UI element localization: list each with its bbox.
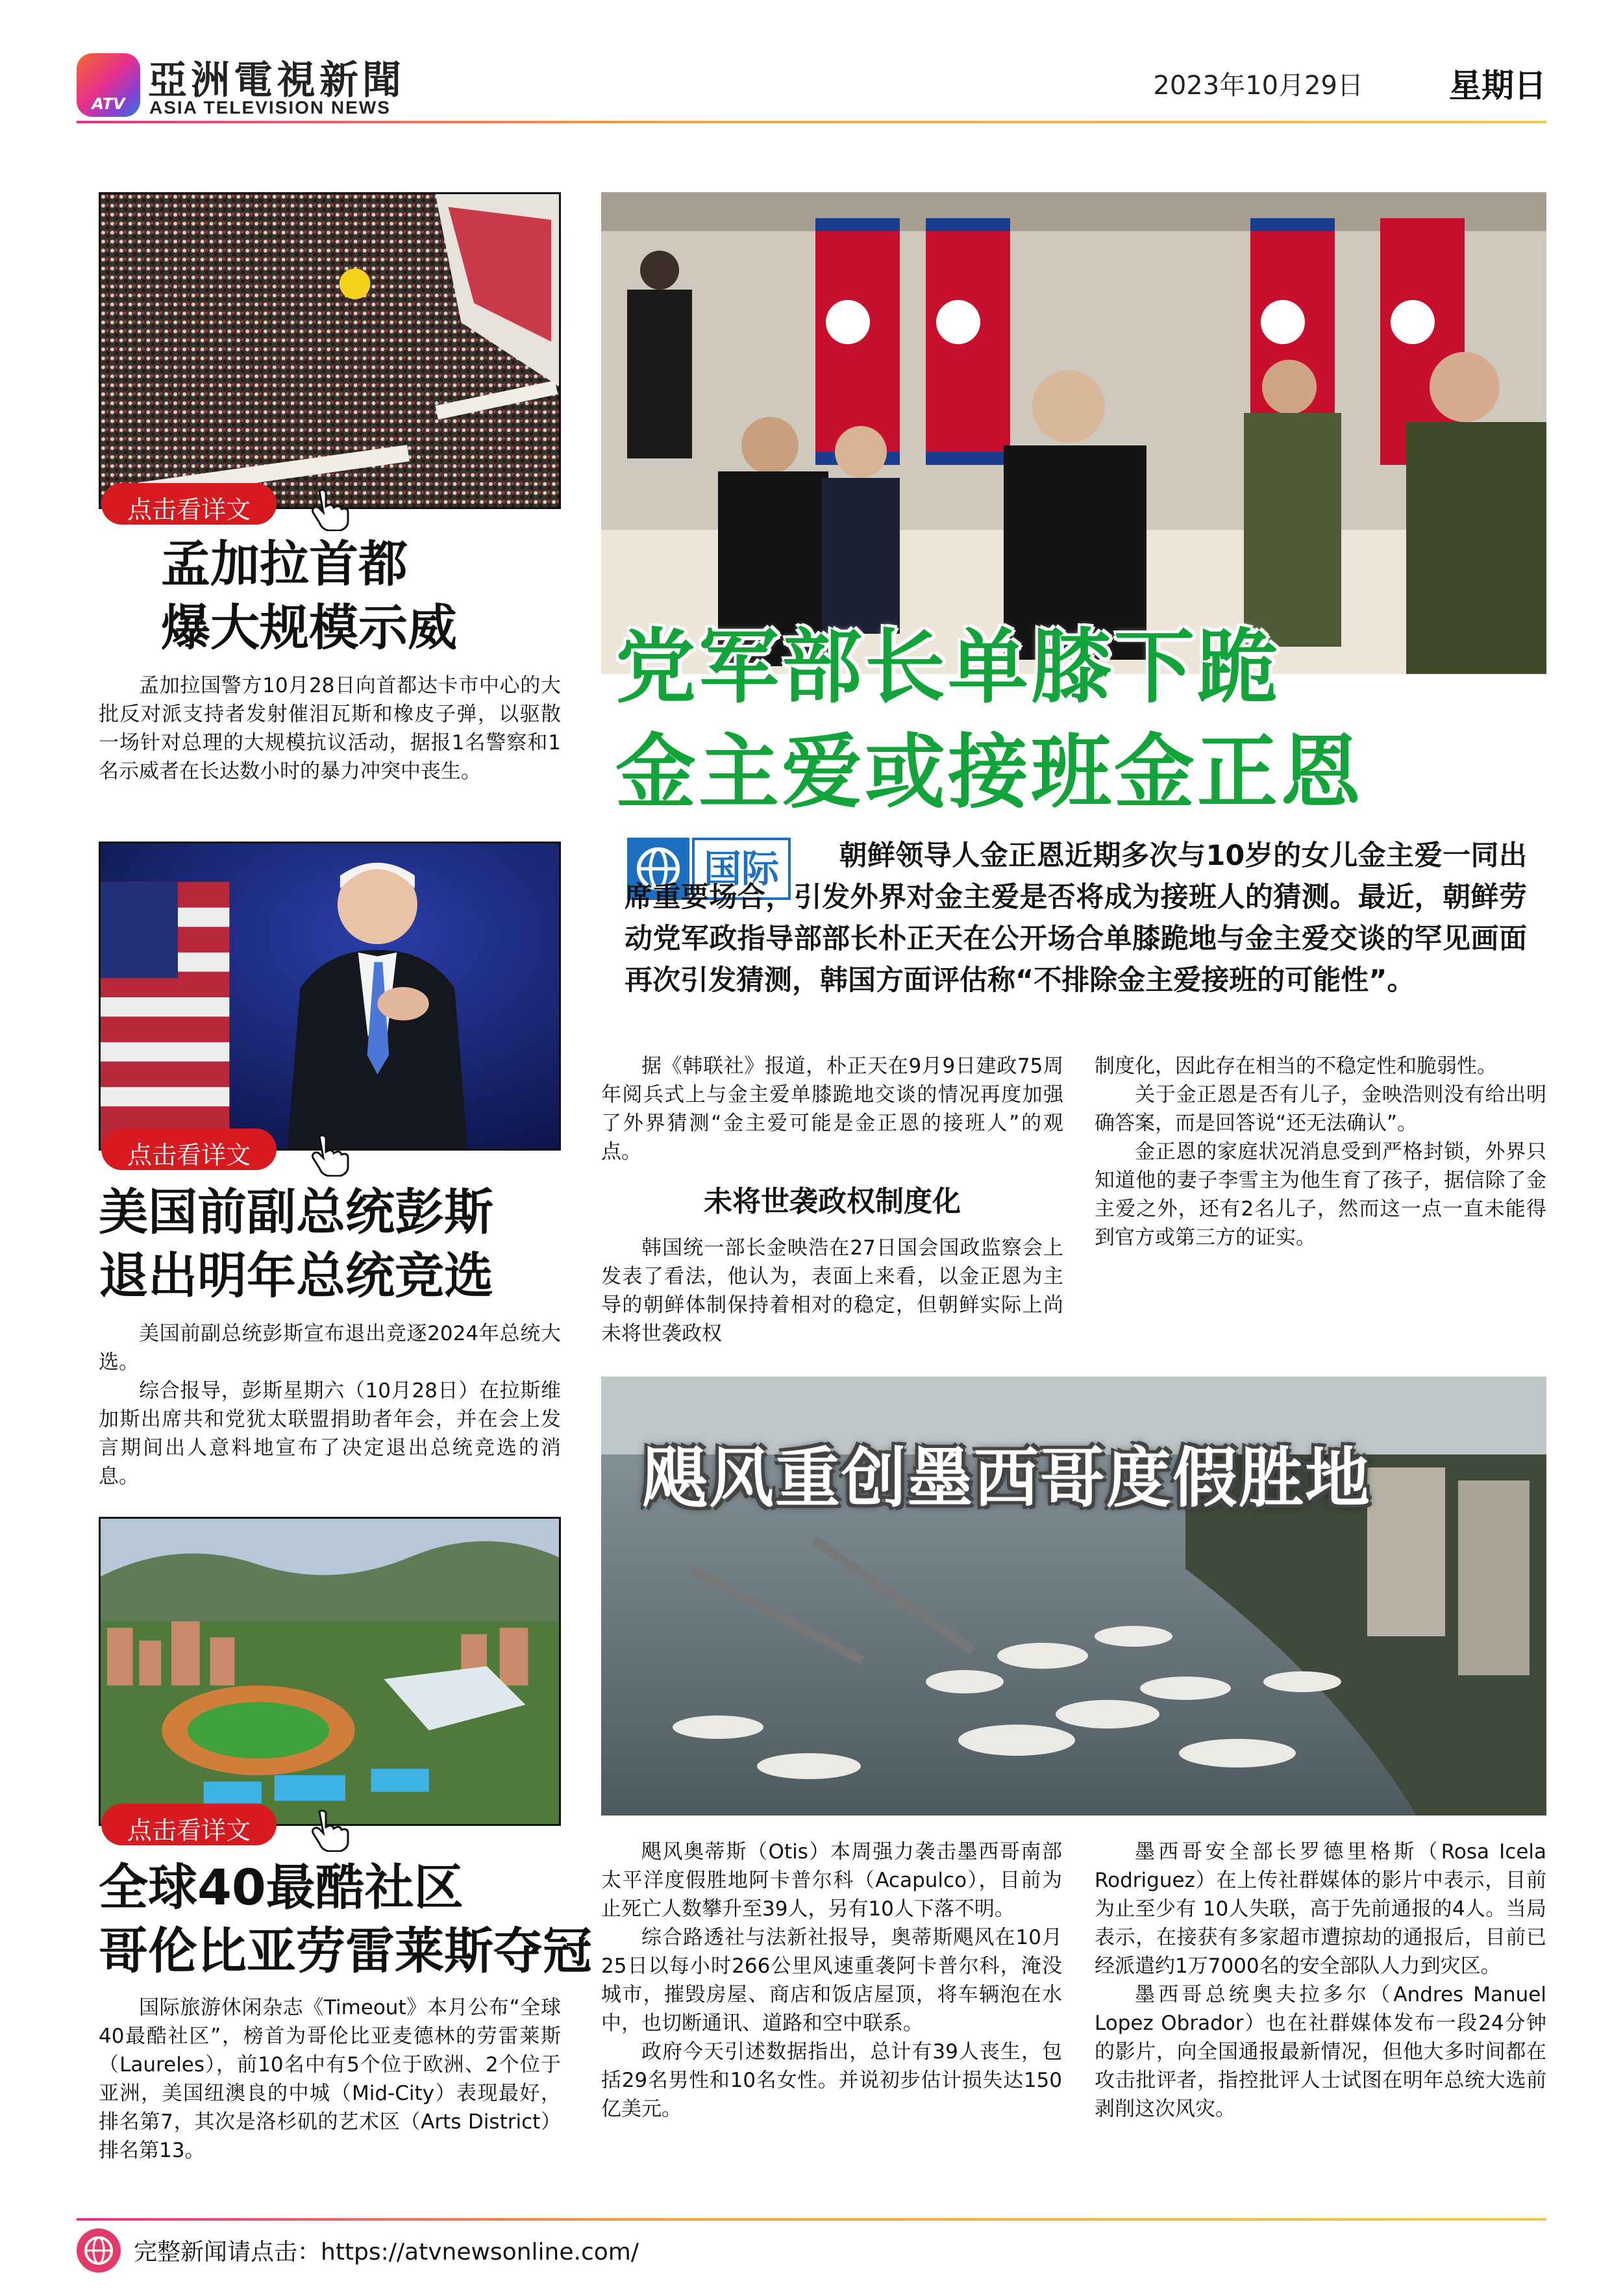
story2-body [99,1319,561,1491]
story2-paragraph-1: 美国前副总统彭斯宣布退出竞逐2024年总统大选。 [99,1322,561,1374]
hurricane-paragraph-5: 墨西哥总统奥夫拉多尔（Andres Manuel Lopez Obrador）也在社群媒体发布一段24分钟的影片，向全国通报最新情况，但他大多时间都在攻击批评者，指控批评人士试图在明年总统大选前剥削这次风灾。 [1095,1983,1546,2121]
pointing-hand-icon [306,1806,352,1852]
main-story-photo-parade-stand[interactable] [601,192,1546,674]
masthead-chinese: 亞洲電視新聞 [148,58,405,103]
main-story-lead [625,835,1527,1001]
main-story-lead-text: 朝鲜领导人金正恩近期多次与10岁的女儿金主爱一同出席重要场合，引发外界对金主爱是否将成为接班人的猜测。最近，朝鲜劳动党军政指导部部长朴正天在公开场合单膝跪地与金主爱交谈的罕见画面再次引发猜测，韩国方面评估称“不排除金主爱接班的可能性”。 [625,840,1527,997]
story1-read-more-button[interactable] [101,483,277,525]
main-story-paragraph-1: 据《韩联社》报道，朴正天在9月9日建政75周年阅兵式上与金主爱单膝跪地交谈的情况再度加强了外界猜测“金主爱可能是金正恩的接班人”的观点。 [601,1054,1063,1164]
story1-body [99,671,561,786]
story1-headline-line2: 爆大规模示威 [161,599,457,656]
story2-headline-line1: 美国前副总统彭斯 [99,1183,493,1241]
main-story-paragraph-3: 制度化，因此存在相当的不稳定性和脆弱性。 [1095,1054,1497,1078]
story3-paragraph: 国际旅游休闲杂志《Timeout》本月公布“全球40最酷社区”，榜首为哥伦比亚麦德林的劳雷莱斯（Laureles），前10名中有5个位于欧洲、2个位于亚洲，美国纽澳良的中城（Mid-City）表现最好，排名第7，其次是洛杉矶的艺术区（Arts District）排名第13。 [99,1996,561,2162]
atv-logo [77,53,140,117]
main-story-column-1 [601,1052,1063,1348]
main-headline-line1[interactable]: 党军部长单膝下跪 [615,621,1281,714]
read-more-label: 点击看详文 [127,495,251,524]
story1-headline[interactable] [161,532,457,660]
main-story-paragraph-4: 关于金正恩是否有儿子，金映浩则没有给出明确答案，而是回答说“还无法确认”。 [1095,1083,1546,1135]
section-label: 国际 [692,838,791,900]
footer-link[interactable]: 完整新闻请点击：https://atvnewsonline.com/ [134,2239,639,2265]
story3-body [99,1993,561,2165]
story1-photo-protest-crowd[interactable] [99,192,561,509]
story3-photo-laureles-aerial[interactable] [99,1517,561,1826]
main-headline-line2[interactable]: 金主爱或接班金正恩 [615,726,1364,819]
masthead-english: ASIA TELEVISION NEWS [149,97,391,118]
pointing-hand-icon [306,486,352,531]
main-story-column-2 [1095,1052,1546,1252]
news-globe-icon [77,2228,121,2273]
hurricane-paragraph-3: 政府今天引述数据指出，总计有39人丧生，包括29名男性和10名女性。并说初步估计损失达150亿美元。 [601,2040,1062,2121]
issue-weekday: 星期日 [1449,67,1546,105]
header-divider [77,121,1546,123]
story3-headline-line1: 全球40最酷社区 [99,1858,464,1916]
hurricane-photo-title[interactable]: 飓风重创墨西哥度假胜地 [643,1440,1371,1516]
hurricane-column-1 [601,1838,1062,2123]
story2-headline-line2: 退出明年总统竞选 [99,1247,493,1304]
story2-photo-pence[interactable] [99,842,561,1151]
read-more-label: 点击看详文 [127,1816,251,1845]
main-story-paragraph-5: 金正恩的家庭状况消息受到严格封锁，外界只知道他的妻子李雪主为他生育了孩子，据信除了金主爱之外，还有2名儿子，然而这一点一直未能得到官方或第三方的证实。 [1095,1140,1546,1249]
pointing-hand-icon [306,1131,352,1177]
read-more-label: 点击看详文 [127,1141,251,1169]
story1-headline-line1: 孟加拉首都 [161,535,408,593]
main-story-paragraph-2: 韩国统一部长金映浩在27日国会国政监察会上发表了看法，他认为，表面上来看，以金正恩为主导的朝鲜体制保持着相对的稳定，但朝鲜实际上尚未将世袭政权 [601,1236,1063,1345]
story1-paragraph: 孟加拉国警方10月28日向首都达卡市中心的大批反对派支持者发射催泪瓦斯和橡皮子弹，以驱散一场针对总理的大规模抗议活动，据报1名警察和1名示威者在长达数小时的暴力冲突中丧生。 [99,674,561,783]
story3-headline[interactable] [99,1856,592,1983]
logo-badge-text: ATV [92,95,125,113]
hurricane-paragraph-4: 墨西哥安全部长罗德里格斯（Rosa Icela Rodriguez）在上传社群媒体的影片中表示，目前为止至少有 10人失联，高于先前通报的4人。当局表示，在接获有多家超市遭掠劫的通报后，目前已经派遣约1万7000名的安全部队人力到灾区。 [1095,1840,1546,1978]
hurricane-paragraph-1: 飓风奥蒂斯（Otis）本周强力袭击墨西哥南部太平洋度假胜地阿卡普尔科（Acapulco），目前为止死亡人数攀升至39人，另有10人下落不明。 [601,1840,1062,1921]
footer-divider [77,2218,1546,2221]
issue-date: 2023年10月29日 [1153,71,1363,101]
story2-read-more-button[interactable] [101,1129,277,1170]
hurricane-paragraph-2: 综合路透社与法新社报导，奥蒂斯飓风在10月25日以每小时266公里风速重袭阿卡普尔科，淹没城市，摧毁房屋、商店和饭店屋顶，将车辆泡在水中，也切断通讯、道路和空中联系。 [601,1926,1062,2035]
story2-paragraph-2: 综合报导，彭斯星期六（10月28日）在拉斯维加斯出席共和党犹太联盟捐助者年会，并在会上发言期间出人意料地宣布了决定退出总统竞选的消息。 [99,1379,561,1488]
hurricane-column-2 [1095,1838,1546,2123]
story2-headline[interactable] [99,1180,493,1308]
story3-headline-line2: 哥伦比亚劳雷莱斯夺冠 [99,1922,592,1980]
story3-read-more-button[interactable] [101,1804,277,1845]
main-story-subheading: 未将世袭政权制度化 [704,1185,961,1218]
